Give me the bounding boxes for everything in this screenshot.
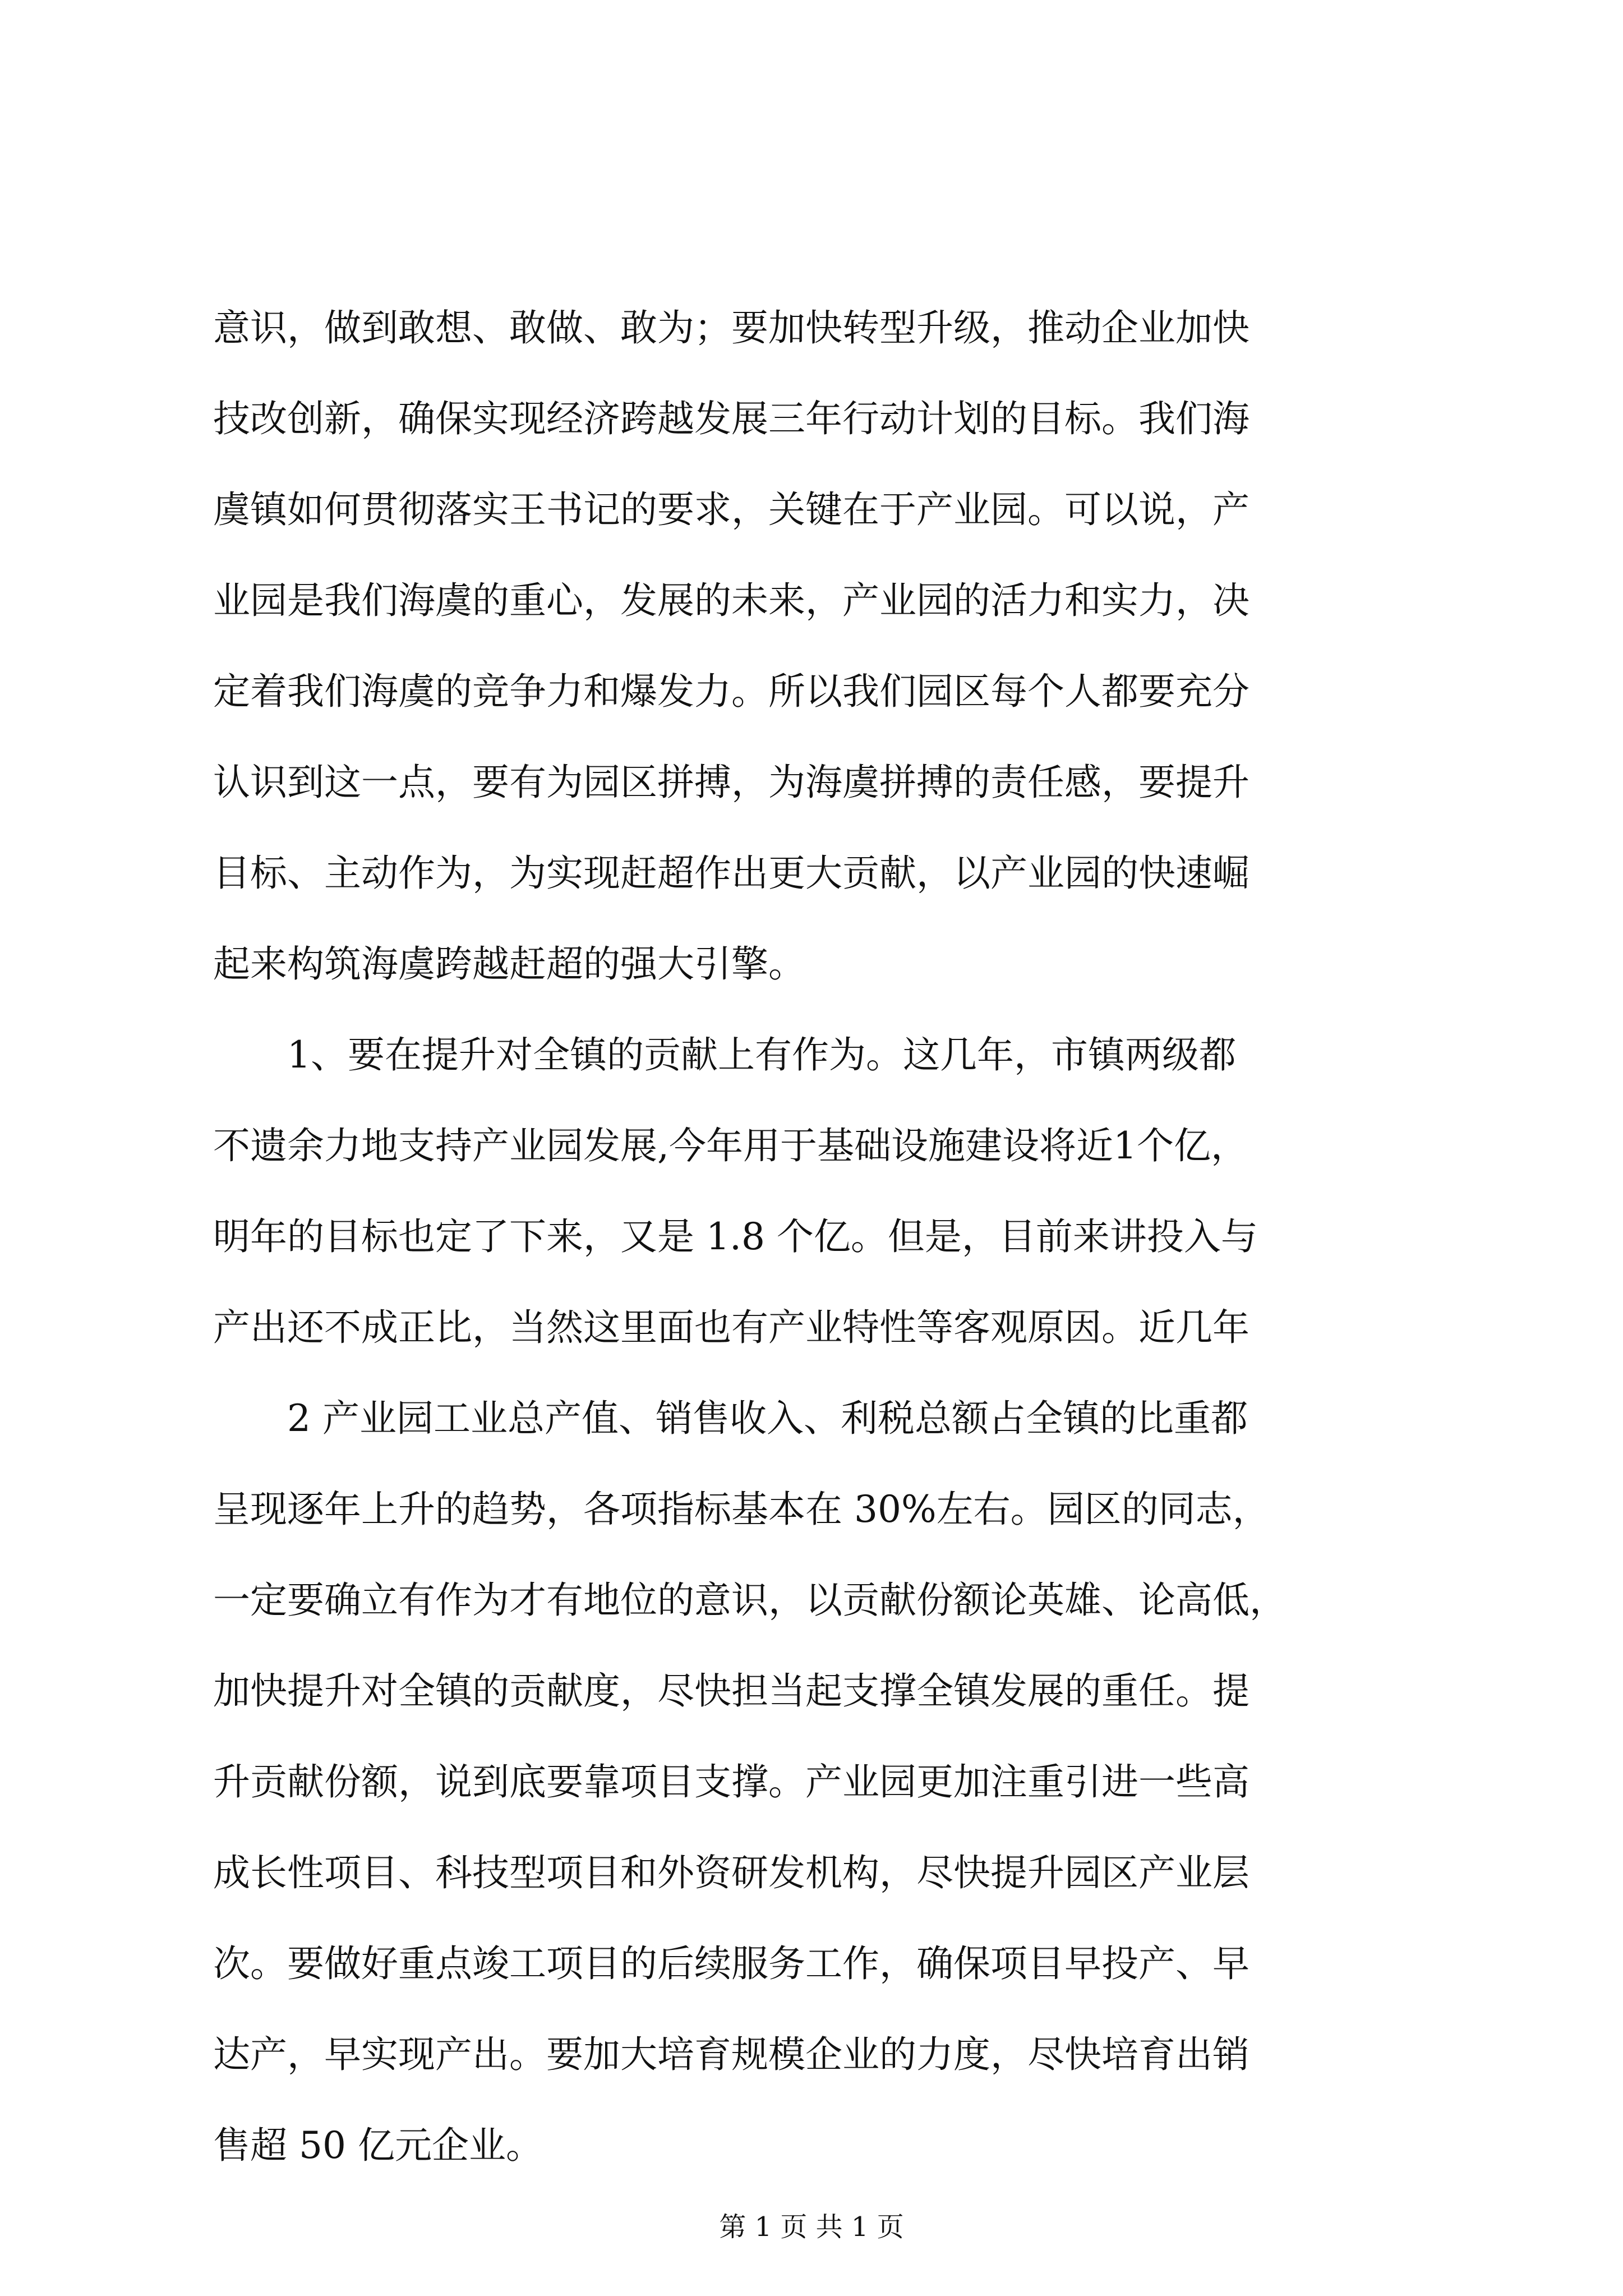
- text-line-1: 意识，做到敢想、敢做、敢为；要加快转型升级，推动企业加快: [213, 306, 1249, 349]
- text-line-4: 业园是我们海虞的重心，发展的未来，产业园的活力和实力，决: [213, 579, 1249, 622]
- text-line-16: 加快提升对全镇的贡献度，尽快担当起支撑全镇发展的重任。提: [213, 1669, 1249, 1713]
- text-line-7: 目标、主动作为，为实现赶超作出更大贡献，以产业园的快速崛: [213, 852, 1249, 895]
- paragraph-2-first-line: 2 产业园工业总产值、销售收入、利税总额占全镇的比重都: [287, 1397, 1248, 1440]
- text-line-18: 成长性项目、科技型项目和外资研发机构，尽快提升园区产业层: [213, 1851, 1249, 1894]
- text-line-2: 技改创新，确保实现经济跨越发展三年行动计划的目标。我们海: [213, 397, 1249, 440]
- text-line-3: 虞镇如何贯彻落实王书记的要求，关键在于产业园。可以说，产: [213, 488, 1249, 531]
- text-line-6: 认识到这一点，要有为园区拼搏，为海虞拼搏的责任感，要提升: [213, 761, 1249, 804]
- text-line-10: 不遗余力地支持产业园发展,今年用于基础设施建设将近1个亿，: [213, 1124, 1248, 1167]
- paragraph-1-first-line: 1、要在提升对全镇的贡献上有作为。这几年，市镇两级都: [287, 1033, 1236, 1076]
- text-line-5: 定着我们海虞的竞争力和爆发力。所以我们园区每个人都要充分: [213, 670, 1249, 713]
- text-line-8: 起来构筑海虞跨越赶超的强大引擎。: [213, 942, 805, 986]
- text-line-17: 升贡献份额，说到底要靠项目支撑。产业园更加注重引进一些高: [213, 1760, 1249, 1803]
- text-line-11: 明年的目标也定了下来，又是 1.8 个亿。但是，目前来讲投入与: [213, 1215, 1258, 1258]
- text-line-14: 呈现逐年上升的趋势，各项指标基本在 30%左右。园区的同志，: [213, 1488, 1270, 1531]
- text-line-21: 售超 50 亿元企业。: [213, 2124, 543, 2167]
- text-line-19: 次。要做好重点竣工项目的后续服务工作，确保项目早投产、早: [213, 1942, 1249, 1985]
- text-line-12: 产出还不成正比，当然这里面也有产业特性等客观原因。近几年: [213, 1306, 1249, 1349]
- text-line-15: 一定要确立有作为才有地位的意识，以贡献份额论英雄、论高低，: [213, 1579, 1287, 1622]
- text-line-20: 达产，早实现产出。要加大培育规模企业的力度，尽快培育出销: [213, 2033, 1249, 2076]
- page-footer: 第 1 页 共 1 页: [719, 2211, 904, 2243]
